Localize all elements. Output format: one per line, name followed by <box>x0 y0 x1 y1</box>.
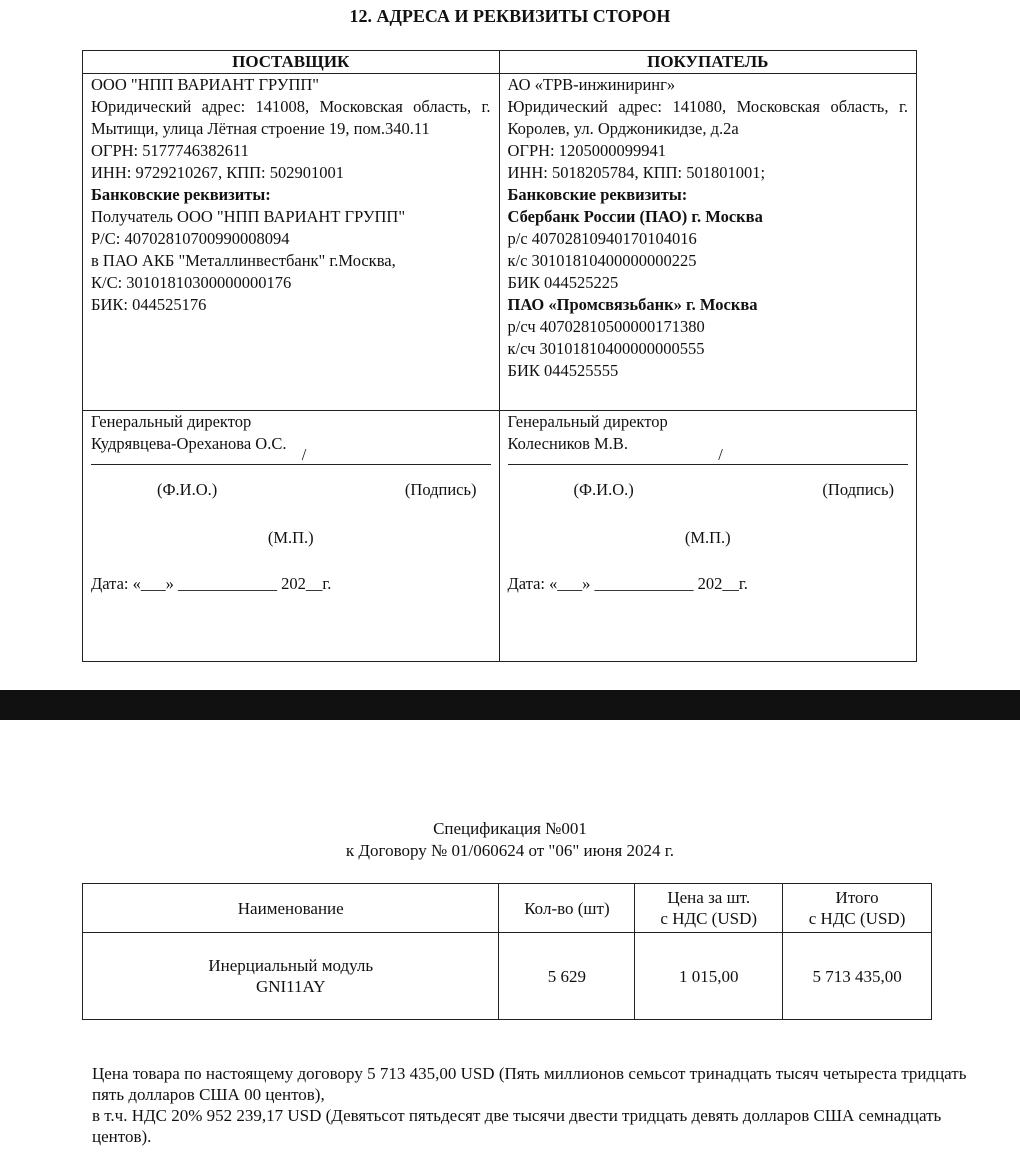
column-header-price-line1: Цена за шт. <box>667 888 751 907</box>
table-row <box>83 933 932 1020</box>
column-header-total-line2: с НДС (USD) <box>808 909 906 928</box>
price-paragraph-line: Цена товара по настоящему договору 5 713 435,00 USD (Пять миллионов семьсот тринадцать тысяч четыреста тридцать пять долларов США 00 центов), <box>92 1064 967 1104</box>
supplier-bank-line: К/С: 30101810300000000176 <box>91 273 292 292</box>
item-name-line2: GNI11AY <box>255 977 326 996</box>
buyer-name: АО «ТРВ-инжиниринг» <box>507 75 676 94</box>
buyer-header: ПОКУПАТЕЛЬ <box>499 51 917 74</box>
table-header-row <box>83 884 932 933</box>
cell-qty: 5 629 <box>499 933 635 1020</box>
column-header-qty: Кол-во (шт) <box>499 884 635 933</box>
cell-total: 5 713 435,00 <box>783 933 932 1020</box>
buyer-signature-block <box>499 411 917 662</box>
supplier-sign-name: Кудрявцева-Ореханова О.С. <box>91 434 287 453</box>
buyer-ogrn: ОГРН: 1205000099941 <box>507 141 667 160</box>
buyer-bank1-line: к/с 30101810400000000225 <box>507 251 697 270</box>
item-name-line1: Инерциальный модуль <box>208 956 374 975</box>
supplier-address: Юридический адрес: 141008, Московская область, г. Мытищи, улица Лётная строение 19, пом.340.11 <box>91 97 491 138</box>
buyer-bank1-line: р/с 40702810940170104016 <box>507 229 697 248</box>
supplier-bank-line: Р/С: 40702810700990008094 <box>91 229 290 248</box>
buyer-signature-label: (Подпись) <box>822 480 894 499</box>
column-header-total <box>783 884 932 933</box>
supplier-bank-line: в ПАО АКБ "Металлинвестбанк" г.Москва, <box>91 251 396 270</box>
supplier-signature-line <box>91 464 491 466</box>
buyer-bank1-line: БИК 044525225 <box>507 273 619 292</box>
specification-title: Спецификация №001 <box>433 819 587 838</box>
supplier-details <box>83 74 500 411</box>
buyer-bank2-line: БИК 044525555 <box>507 361 619 380</box>
buyer-bank2-line: р/сч 40702810500000171380 <box>507 317 705 336</box>
specification-table <box>82 883 932 1020</box>
supplier-stamp-label: (М.П.) <box>267 528 314 547</box>
parties-details-table <box>82 50 917 662</box>
column-header-price-line2: с НДС (USD) <box>660 909 758 928</box>
supplier-header: ПОСТАВЩИК <box>83 51 500 74</box>
cell-item-name <box>83 933 499 1020</box>
supplier-sign-title: Генеральный директор <box>91 412 252 431</box>
buyer-sign-name: Колесников М.В. <box>507 434 628 453</box>
price-paragraph-line: в т.ч. НДС 20% 952 239,17 USD (Девятьсот пятьдесят две тысячи двести тридцать девять долларов США семнадцать центов). <box>92 1106 942 1146</box>
supplier-bank-line: БИК: 044525176 <box>91 295 207 314</box>
buyer-address: Юридический адрес: 141080, Московская область, г. Королев, ул. Орджоникидзе, д.2а <box>507 97 908 138</box>
column-header-name: Наименование <box>83 884 499 933</box>
supplier-signature-label: (Подпись) <box>404 480 477 499</box>
buyer-sign-title: Генеральный директор <box>507 412 668 431</box>
supplier-name: ООО "НПП ВАРИАНТ ГРУПП" <box>91 75 320 94</box>
buyer-bank-header: Банковские реквизиты: <box>507 185 688 204</box>
supplier-inn-kpp: ИНН: 9729210267, КПП: 502901001 <box>91 163 345 182</box>
supplier-signature-block <box>83 411 500 662</box>
column-header-total-line1: Итого <box>835 888 879 907</box>
supplier-fio-label: (Ф.И.О.) <box>157 480 218 499</box>
buyer-signature-line <box>508 464 909 466</box>
supplier-date-line: Дата: «___» ____________ 202__г. <box>91 574 332 593</box>
buyer-bank2-name: ПАО «Промсвязьбанк» г. Москва <box>507 295 758 314</box>
section-title: 12. АДРЕСА И РЕКВИЗИТЫ СТОРОН <box>349 6 671 26</box>
buyer-details <box>499 74 917 411</box>
signature-separator: / <box>301 445 307 464</box>
supplier-bank-line: Получатель ООО "НПП ВАРИАНТ ГРУПП" <box>91 207 406 226</box>
supplier-bank-header: Банковские реквизиты: <box>91 185 271 204</box>
buyer-date-line: Дата: «___» ____________ 202__г. <box>507 574 748 593</box>
supplier-ogrn: ОГРН: 5177746382611 <box>91 141 249 160</box>
buyer-bank1-name: Сбербанк России (ПАО) г. Москва <box>507 207 763 226</box>
signature-separator: / <box>718 445 723 464</box>
specification-heading <box>0 818 1020 862</box>
cell-price: 1 015,00 <box>635 933 783 1020</box>
buyer-inn-kpp: ИНН: 5018205784, КПП: 501801001; <box>507 163 766 182</box>
buyer-bank2-line: к/сч 30101810400000000555 <box>507 339 705 358</box>
price-paragraph <box>92 1063 972 1147</box>
buyer-fio-label: (Ф.И.О.) <box>573 480 634 499</box>
column-header-price <box>635 884 783 933</box>
specification-subtitle: к Договору № 01/060624 от "06" июня 2024 г. <box>345 841 675 860</box>
page-divider <box>0 690 1020 720</box>
buyer-stamp-label: (М.П.) <box>684 528 731 547</box>
